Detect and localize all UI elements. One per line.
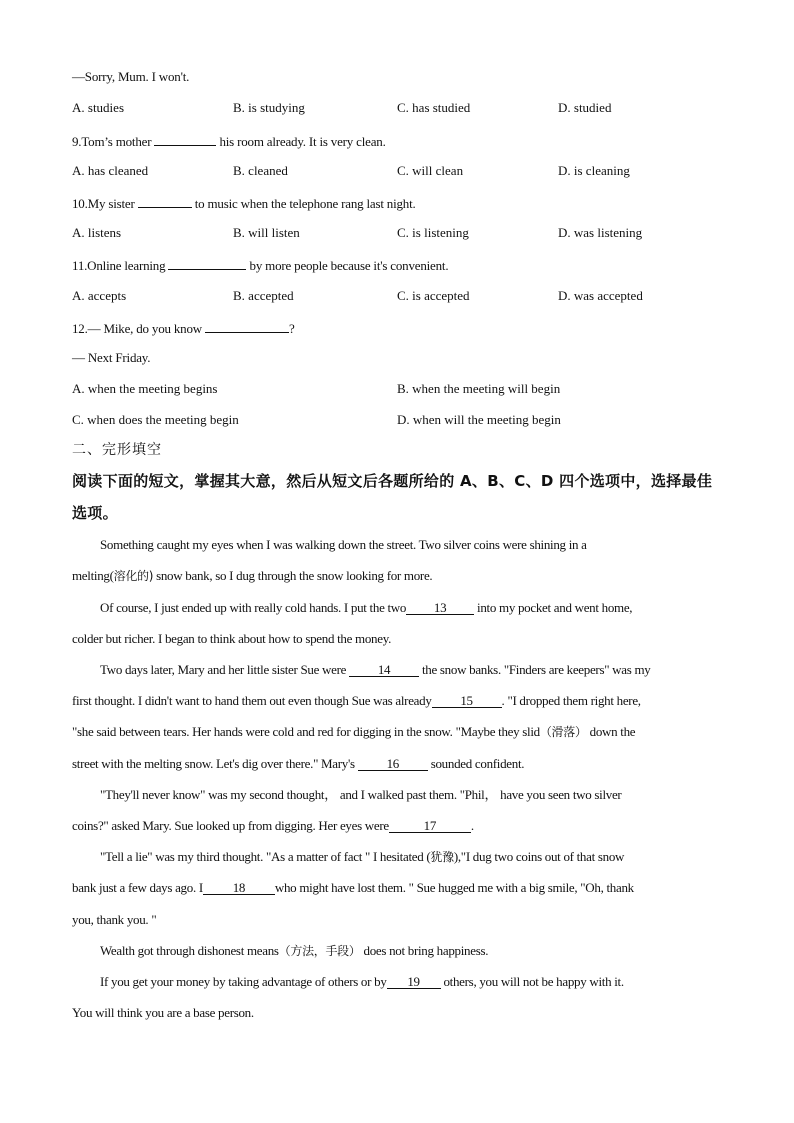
q10-question [72, 195, 416, 210]
passage-text: "she said between tears. Her hands were cold and red for digging in the snow. "Maybe they slid [72, 724, 540, 739]
passage-line [72, 757, 524, 771]
passage-line [72, 881, 634, 895]
chinese-gloss: 犹豫 [430, 850, 454, 864]
passage-text: street with the melting snow. Let's dig over there." Mary's [72, 756, 355, 771]
passage-text: If you get your money by taking advantage of others or by [100, 974, 387, 989]
q9-option-a[interactable]: A. has cleaned [72, 163, 149, 178]
section-title: 二、完形填空 [72, 442, 162, 458]
q12-answer-blank[interactable] [205, 320, 289, 333]
passage-line [72, 819, 474, 833]
passage-text: who might have lost them. " Sue hugged me with a big smile, "Oh, thank [274, 880, 634, 895]
passage-text: ),"I dug two coins out of that snow [453, 849, 625, 864]
q8-option-b[interactable]: B. is studying [233, 100, 305, 115]
passage-text: . [470, 818, 474, 833]
passage-line [100, 850, 624, 863]
q8-option-a[interactable]: A. studies [72, 100, 124, 115]
passage-text: Two days later, Mary and her little sister Sue were [100, 662, 347, 677]
q9-option-b[interactable]: B. cleaned [233, 163, 288, 178]
q10-option-d[interactable]: D. was listening [558, 225, 643, 240]
chinese-gloss: 溶化的) [113, 569, 154, 583]
q11-text-pre: 11.Online learning [72, 258, 166, 273]
q10-option-c[interactable]: C. is listening [397, 225, 469, 240]
q12-text-pre: 12.— Mike, do you know [72, 321, 202, 336]
passage-text: does not bring happiness. [360, 943, 489, 958]
passage-line: you, thank you. " [72, 912, 157, 927]
passage-text: Of course, I just ended up with really cold hands. I put the two [100, 600, 407, 615]
passage-line: You will think you are a base person. [72, 1005, 254, 1020]
blank-14[interactable]: 14 [349, 663, 419, 677]
q8-answer-line: —Sorry, Mum. I won't. [72, 69, 190, 84]
q12-reply: — Next Friday. [72, 350, 151, 365]
passage-text: bank just a few days ago. I [72, 880, 203, 895]
q11-text-post: by more people because it's convenient. [249, 258, 449, 273]
passage-text: into my pocket and went home, [477, 600, 633, 615]
q12-text-post: ? [289, 321, 295, 336]
q10-option-a[interactable]: A. listens [72, 225, 122, 240]
passage-text: snow bank, so I dug through the snow looking for more. [153, 568, 433, 583]
q8-option-c[interactable]: C. has studied [397, 100, 471, 115]
q10-text-pre: 10.My sister [72, 196, 135, 211]
blank-17[interactable]: 17 [389, 819, 471, 833]
passage-line [72, 725, 635, 738]
passage-text: down the [586, 724, 636, 739]
q9-option-c[interactable]: C. will clean [397, 163, 464, 178]
passage-line [100, 663, 650, 677]
chinese-gloss: （滑落） [539, 725, 587, 739]
blank-18[interactable]: 18 [203, 881, 275, 895]
instruction-line-1: 阅读下面的短文，掌握其大意，然后从短文后各题所给的 A、B、C、D 四个选项中，选择最佳 [72, 472, 713, 490]
passage-text: Wealth got through dishonest means [100, 943, 279, 958]
q9-answer-blank[interactable] [154, 133, 216, 146]
q11-option-b[interactable]: B. accepted [233, 288, 294, 303]
passage-line: Something caught my eyes when I was walking down the street. Two silver coins were shining in a [100, 537, 587, 552]
chinese-gloss: （方法，手段） [278, 944, 361, 958]
passage-line: colder but richer. I began to think about how to spend the money. [72, 631, 392, 646]
q10-answer-blank[interactable] [138, 195, 192, 208]
q12-option-c[interactable]: C. when does the meeting begin [72, 412, 239, 427]
blank-16[interactable]: 16 [358, 757, 428, 771]
passage-line: "They'll never know" was my second thought， and I walked past them. "Phil， have you seen two silver [100, 787, 622, 802]
q9-text-pre: 9.Tom’s mother [72, 134, 152, 149]
passage-text: first thought. I didn't want to hand them out even though Sue was already [72, 693, 432, 708]
passage-text: others, you will not be happy with it. [443, 974, 624, 989]
q12-option-b[interactable]: B. when the meeting will begin [397, 381, 561, 396]
q11-option-d[interactable]: D. was accepted [558, 288, 643, 303]
q11-question [72, 257, 448, 272]
q12-question [72, 320, 295, 335]
q9-option-d[interactable]: D. is cleaning [558, 163, 630, 178]
q11-option-a[interactable]: A. accepts [72, 288, 127, 303]
passage-line [72, 694, 641, 708]
q9-text-post: his room already. It is very clean. [219, 134, 386, 149]
q12-option-d[interactable]: D. when will the meeting begin [397, 412, 561, 427]
q11-answer-blank[interactable] [168, 257, 246, 270]
q10-text-post: to music when the telephone rang last night. [194, 196, 416, 211]
q8-option-d[interactable]: D. studied [558, 100, 612, 115]
blank-19[interactable]: 19 [387, 975, 441, 989]
q9-question [72, 133, 386, 148]
passage-text: coins?" asked Mary. Sue looked up from digging. Her eyes were [72, 818, 389, 833]
q10-option-b[interactable]: B. will listen [233, 225, 300, 240]
blank-13[interactable]: 13 [406, 601, 474, 615]
passage-line [100, 601, 632, 615]
q12-option-a[interactable]: A. when the meeting begins [72, 381, 218, 396]
q11-option-c[interactable]: C. is accepted [397, 288, 470, 303]
passage-text: "Tell a lie" was my third thought. "As a matter of fact " I hesitated ( [100, 849, 431, 864]
passage-text: melting( [72, 568, 114, 583]
passage-line [100, 944, 488, 957]
passage-line [72, 569, 432, 582]
passage-line [100, 975, 624, 989]
passage-text: . "I dropped them right here, [501, 693, 641, 708]
passage-text: sounded confident. [430, 756, 525, 771]
instruction-line-2: 选项。 [72, 504, 118, 522]
blank-15[interactable]: 15 [432, 694, 502, 708]
passage-text: the snow banks. "Finders are keepers" was my [421, 662, 651, 677]
